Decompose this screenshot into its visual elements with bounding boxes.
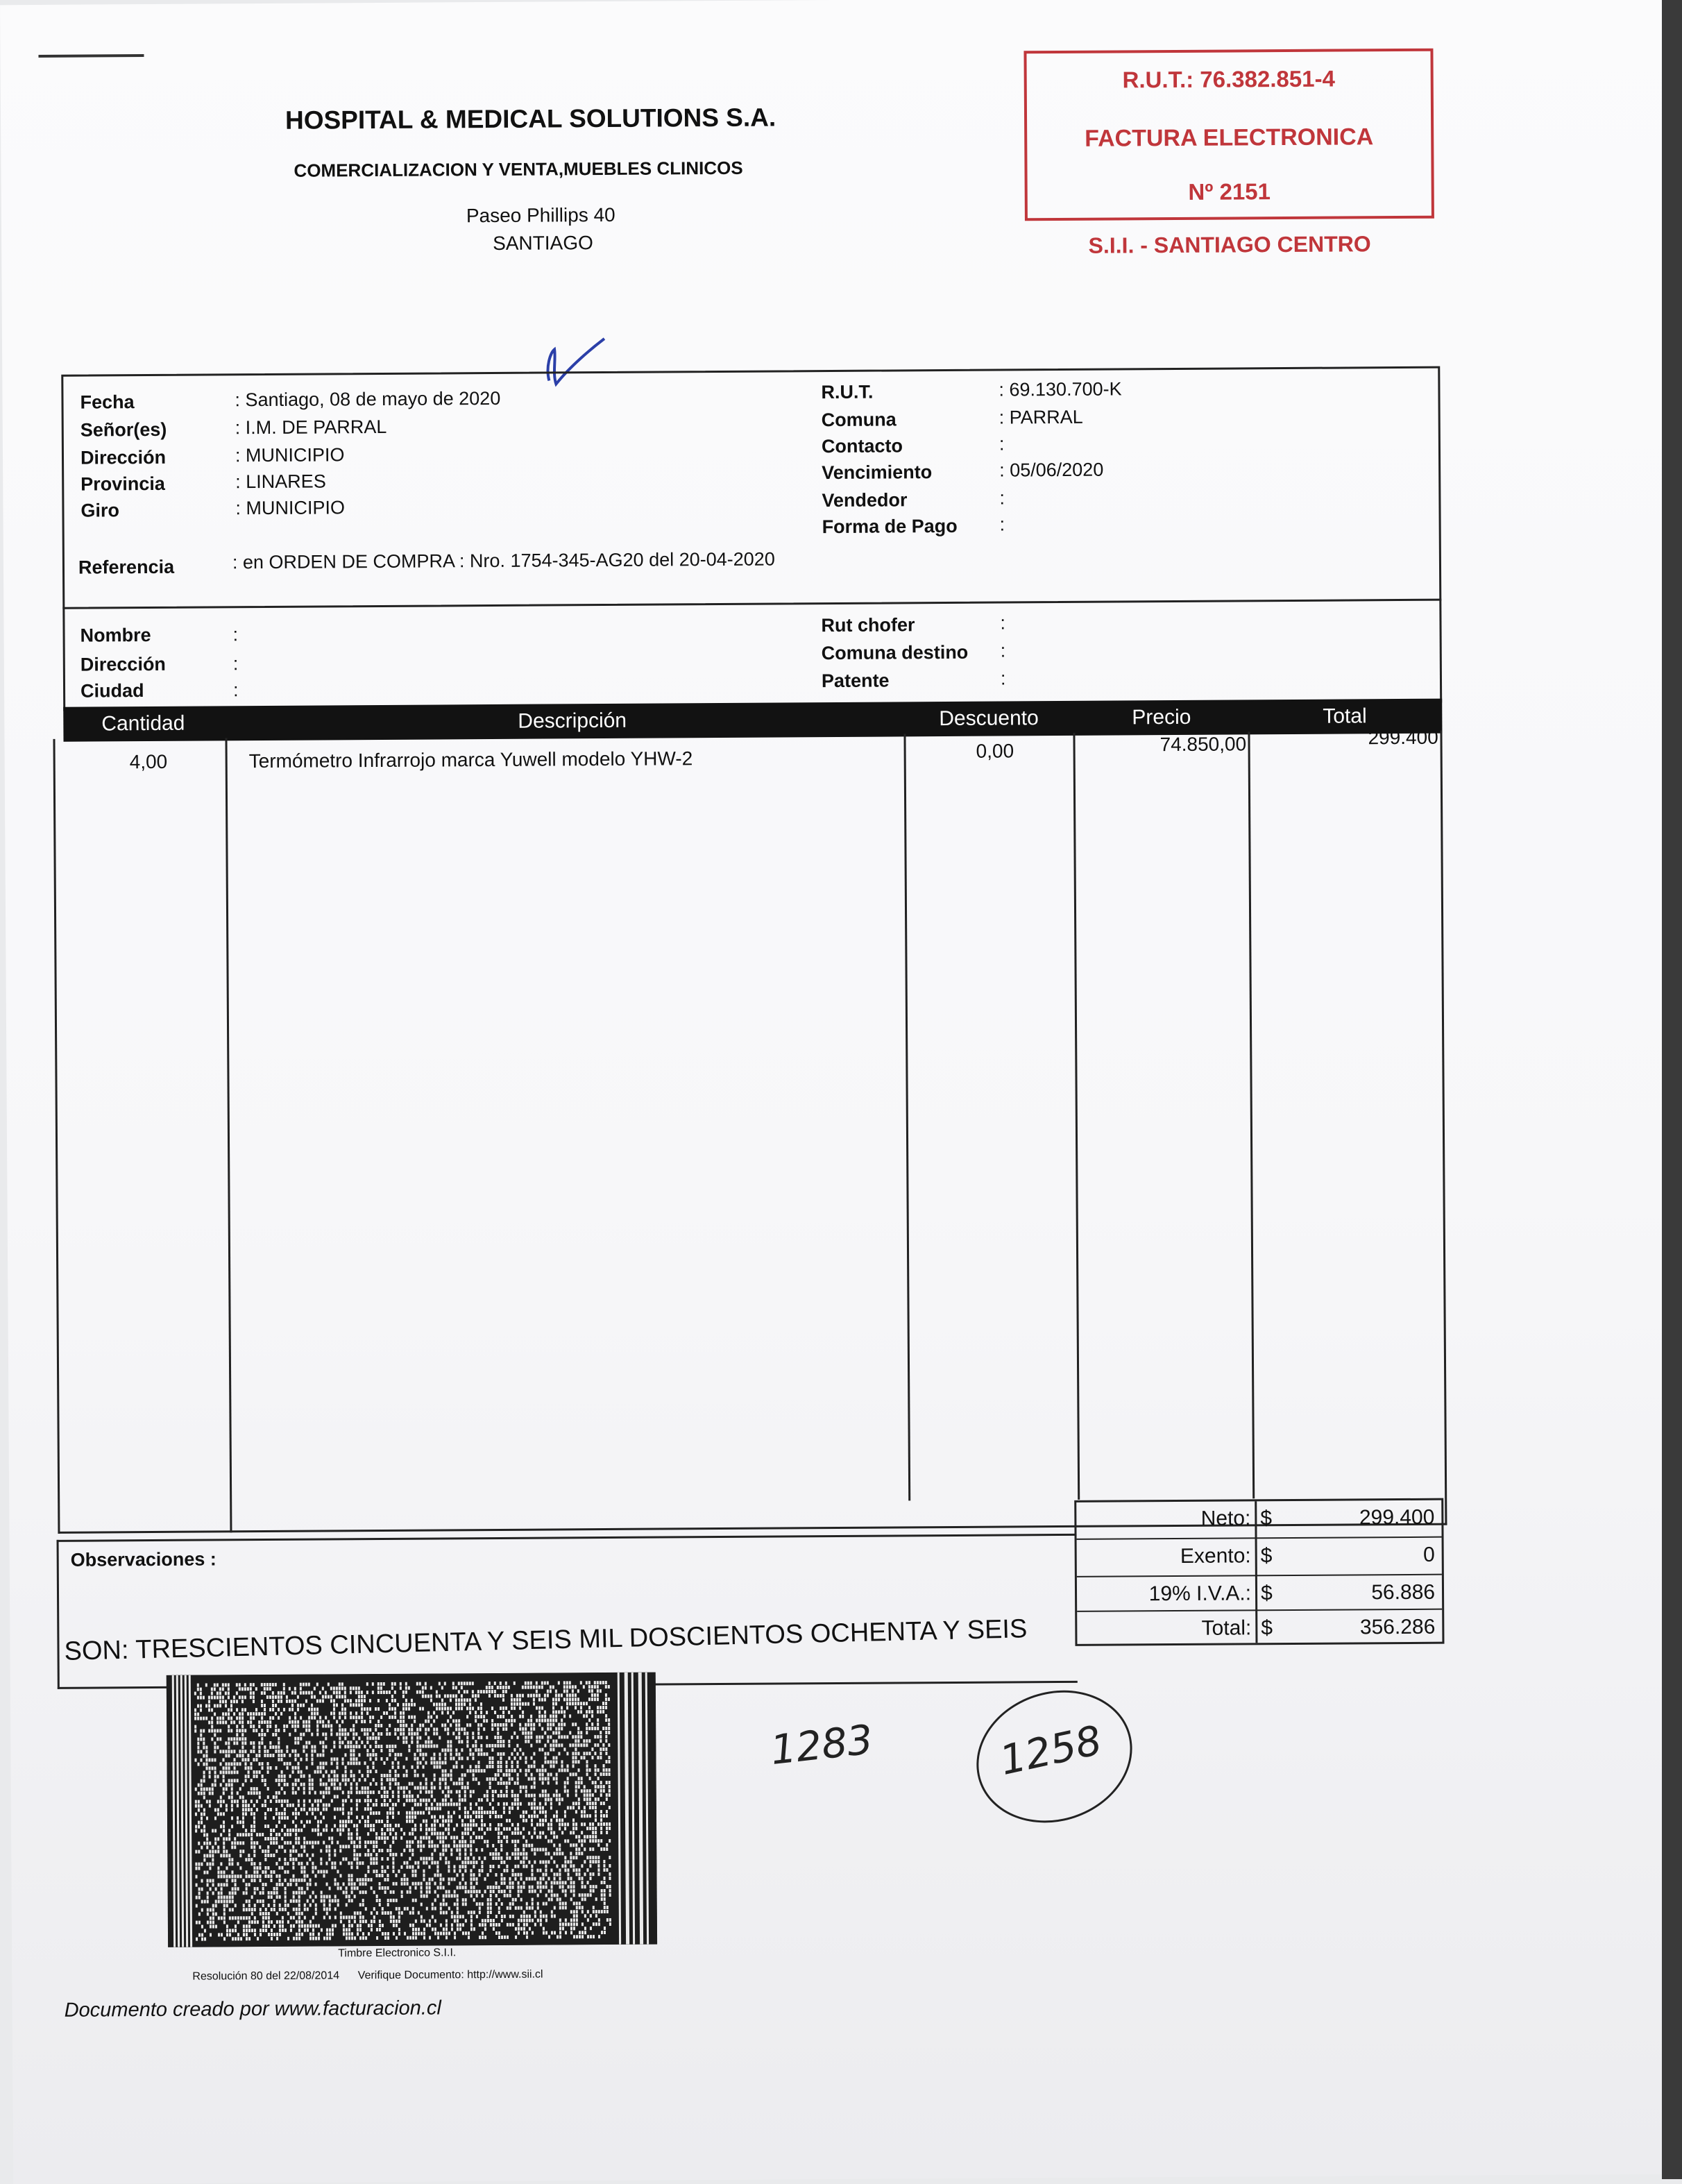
value-senores: : I.M. DE PARRAL [235,416,387,439]
row-qty: 4,00 [129,750,168,773]
timbre-label: Timbre Electronico S.I.I. [338,1947,457,1960]
issuer-rut: R.U.T.: 76.382.851-4 [1122,65,1335,93]
observations-label: Observaciones : [70,1548,216,1571]
row-disc: 0,00 [976,740,1014,762]
totals-box [1074,1498,1444,1646]
sii-office: S.I.I. - SANTIAGO CENTRO [1088,231,1371,258]
currency-symbol: $ [1260,1507,1273,1530]
value-rut-chofer: : [1000,612,1006,634]
value-vendedor: : [999,487,1005,509]
value-vencimiento: : 05/06/2020 [999,459,1104,481]
document-number: Nº 2151 [1188,178,1271,205]
value-trans-direccion: : [232,653,239,675]
value-comuna: : PARRAL [999,406,1083,428]
barcode-pattern [167,1673,657,1947]
pdf417-barcode [167,1673,657,1947]
total-row-iva [1077,1574,1442,1614]
items-table-body [53,731,1447,1534]
label-giro: Giro [80,500,120,521]
total-value: 56.886 [1371,1580,1436,1605]
row-total: 299.400 [1368,726,1438,749]
total-row-exento [1077,1537,1442,1576]
label-rut-chofer: Rut chofer [821,614,915,636]
issuer-name: HOSPITAL & MEDICAL SOLUTIONS S.A. [284,103,776,135]
issuer-city: SANTIAGO [493,232,593,254]
total-label: Neto: [1200,1507,1251,1530]
col-header-qty: Cantidad [101,711,185,736]
document-type: FACTURA ELECTRONICA [1085,124,1374,152]
amount-in-words: SON: TRESCIENTOS CINCUENTA Y SEIS MIL DOSCIENTOS OCHENTA Y SEIS [64,1614,1028,1666]
label-vendedor: Vendedor [822,489,908,511]
handwritten-note: 1283 [768,1716,876,1775]
label-direccion: Dirección [80,446,167,468]
label-comuna: Comuna [821,409,897,431]
label-rut: R.U.T. [821,381,874,403]
currency-symbol: $ [1260,1544,1273,1568]
total-value: 299.400 [1359,1505,1435,1530]
issuer-giro: COMERCIALIZACION Y VENTA,MUEBLES CLINICOS [294,157,743,181]
label-comuna-destino: Comuna destino [821,641,969,664]
verify-text: Verifique Documento: http://www.sii.cl [357,1968,543,1982]
label-senores: Señor(es) [80,418,167,441]
row-price: 74.850,00 [1159,733,1247,756]
total-label: Total: [1201,1616,1252,1640]
value-fecha: : Santiago, 08 de mayo de 2020 [235,387,501,411]
resolution-text: Resolución 80 del 22/08/2014 [192,1970,340,1983]
label-provincia: Provincia [80,473,165,495]
value-nombre: : [232,624,239,645]
total-value: 356.286 [1359,1615,1436,1639]
total-label: Exento: [1180,1544,1251,1568]
total-row-neto [1076,1500,1441,1539]
col-header-price: Precio [1132,705,1191,729]
value-patente: : [1000,668,1006,689]
col-header-desc: Descripción [518,709,627,733]
total-label: 19% I.V.A.: [1148,1582,1252,1606]
label-nombre: Nombre [80,625,151,646]
total-value: 0 [1422,1543,1435,1566]
value-comuna-destino: : [1000,640,1006,661]
scan-edge [1662,0,1682,2179]
issuer-address: Paseo Phillips 40 [466,203,615,227]
label-trans-direccion: Dirección [80,653,166,675]
value-referencia: : en ORDEN DE COMPRA : Nro. 1754-345-AG20 del 20-04-2020 [232,548,775,573]
value-contacto: : [999,433,1005,455]
value-forma-pago: : [999,514,1005,535]
currency-symbol: $ [1261,1616,1273,1640]
col-header-total: Total [1323,704,1367,728]
total-row-total [1077,1609,1442,1648]
label-contacto: Contacto [821,435,903,457]
value-ciudad: : [232,679,239,701]
value-direccion: : MUNICIPIO [235,444,345,466]
transport-info-box [62,599,1442,711]
value-rut: : 69.130.700-K [999,378,1122,400]
value-giro: : MUNICIPIO [235,497,346,519]
label-patente: Patente [821,670,890,692]
label-forma-pago: Forma de Pago [822,515,958,538]
label-ciudad: Ciudad [80,680,144,702]
value-provincia: : LINARES [235,471,326,493]
currency-symbol: $ [1260,1582,1273,1605]
row-desc: Termómetro Infrarrojo marca Yuwell modelo YHW-2 [248,747,693,772]
resolution-note [192,1969,543,1983]
label-referencia: Referencia [78,556,175,578]
document-id-box [1023,49,1434,221]
top-divider [38,54,144,58]
col-header-disc: Descuento [939,706,1039,731]
footer-credit: Documento creado por www.facturacion.cl [64,1997,441,2022]
label-vencimiento: Vencimiento [822,462,933,484]
label-fecha: Fecha [80,391,135,413]
handwritten-note-circled: 1258 [995,1716,1106,1785]
